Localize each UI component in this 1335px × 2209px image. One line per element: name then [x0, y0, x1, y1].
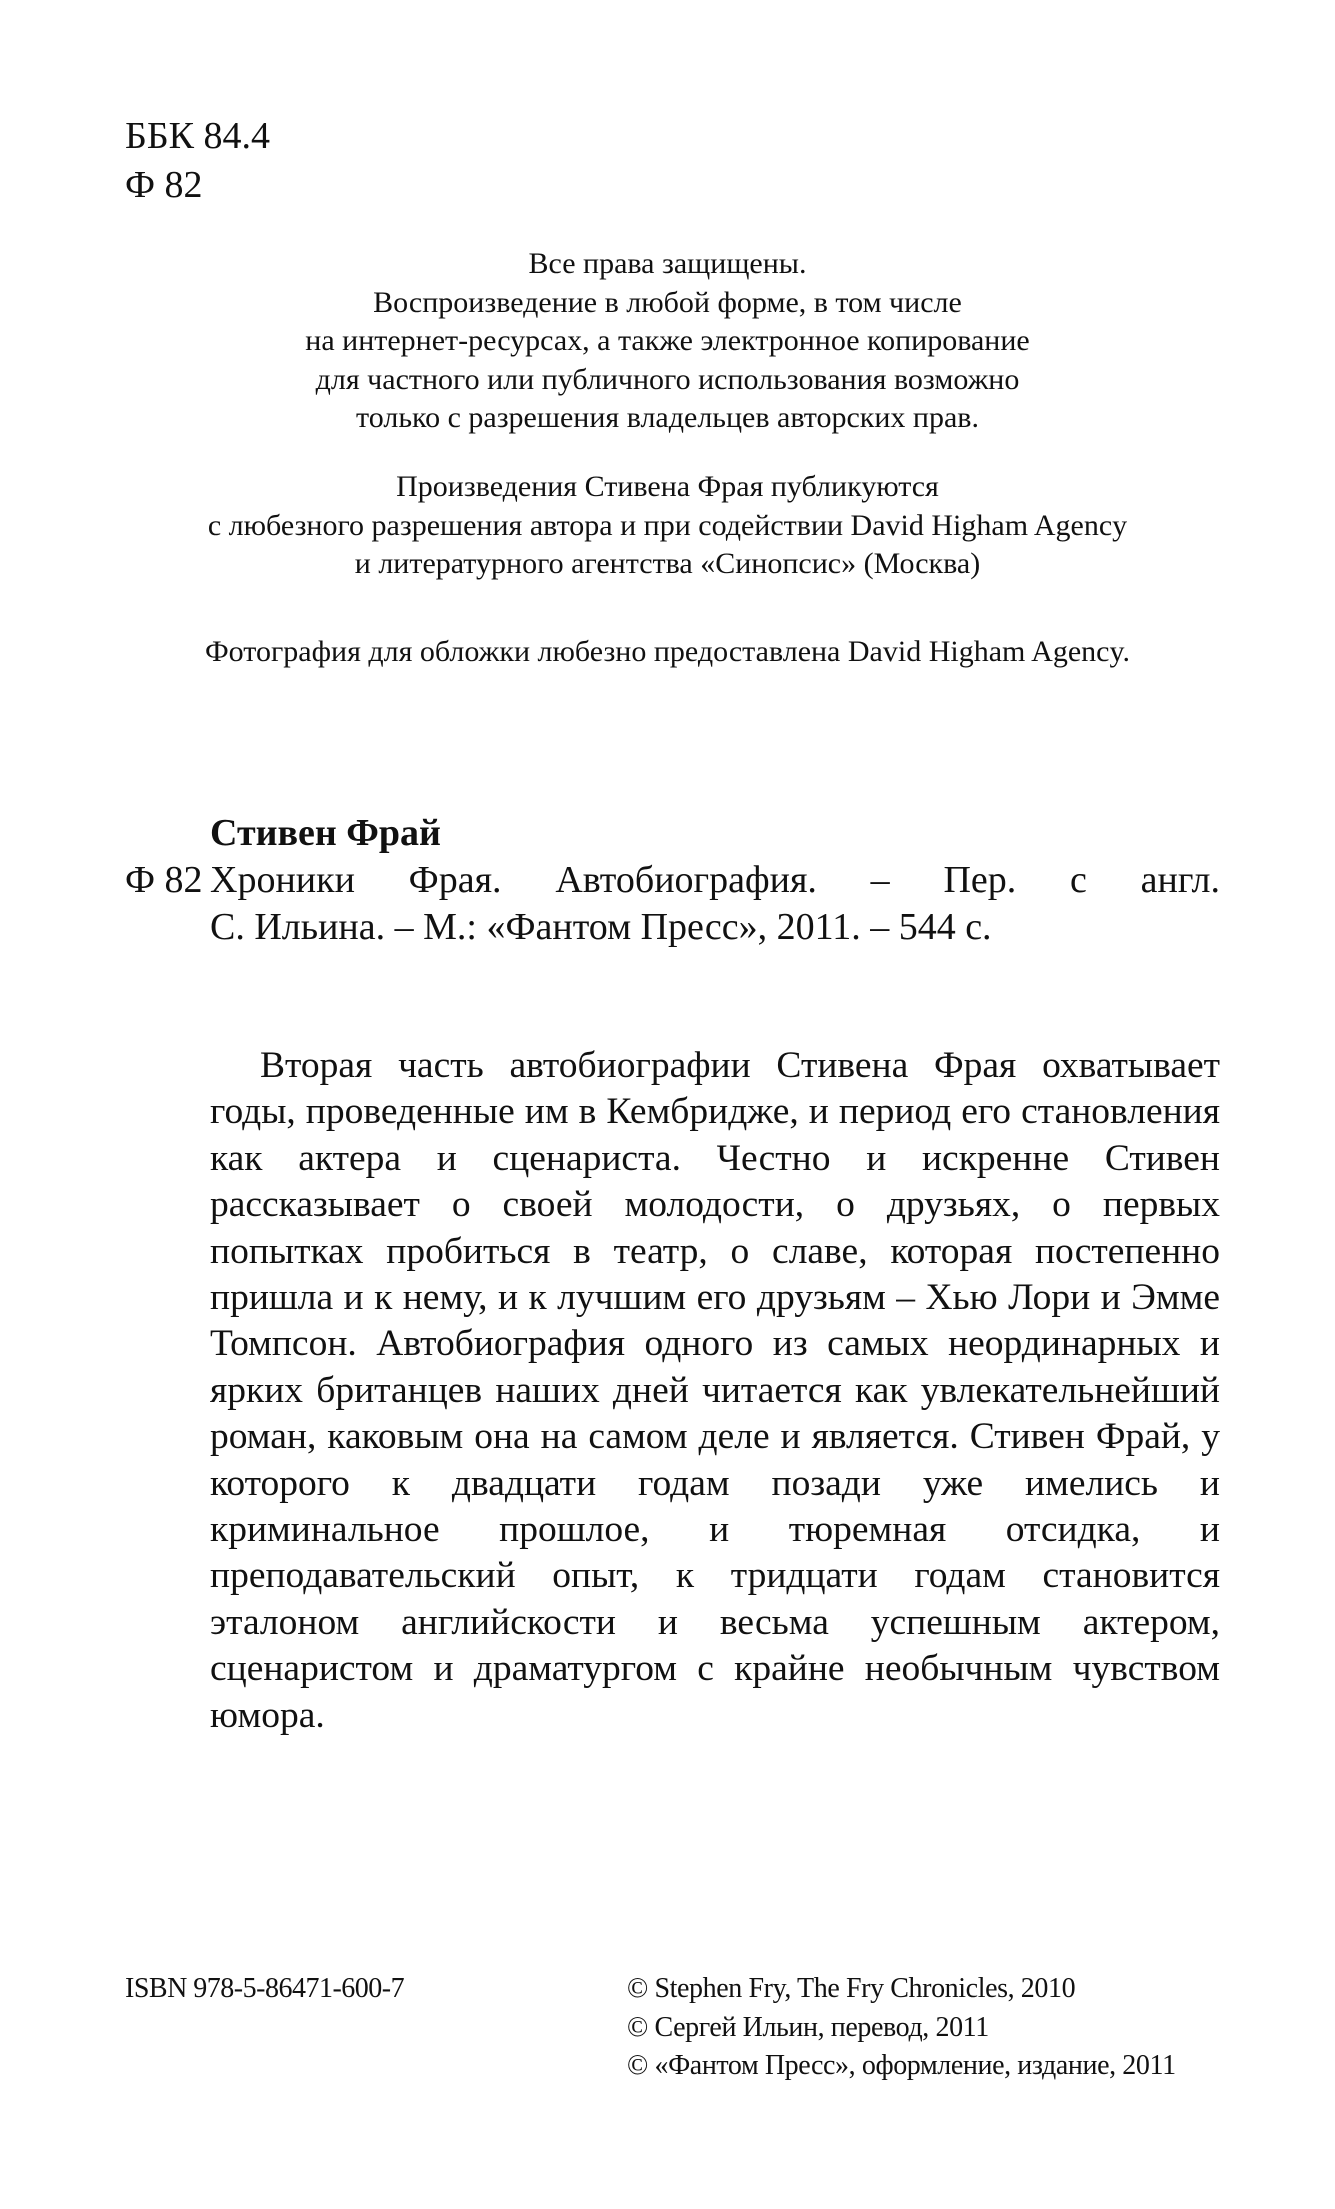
- permission-line: Произведения Стивена Фрая публикуются: [396, 470, 939, 503]
- cover-photo-credit: [100, 633, 1235, 672]
- catalog-title-line: Хроники Фрая. Автобиография. – Пер. с англ.: [210, 859, 1220, 901]
- catalog-text: [210, 857, 1220, 951]
- copyright-line: © Сергей Ильин, перевод, 2011: [627, 2011, 989, 2043]
- classification-block: [125, 112, 270, 210]
- permission-line: с любезного разрешения автора и при содействии David Higham Agency: [207, 508, 1128, 542]
- publication-permission-notice: [100, 468, 1235, 584]
- isbn-number: ISBN 978-5-86471-600-7: [125, 1973, 405, 2004]
- photo-credit-line: Фотография для обложки любезно предоставлена David Higham Agency.: [204, 635, 1131, 668]
- copyright-notices: [627, 1970, 1220, 2086]
- rights-line: Все права защищены.: [528, 247, 807, 280]
- book-annotation: [210, 1043, 1220, 1739]
- bbk-code: ББК 84.4: [125, 115, 270, 157]
- rights-reserved-notice: [100, 245, 1235, 438]
- catalog-index-code: Ф 82: [125, 859, 203, 901]
- catalog-entry: [125, 810, 1220, 951]
- rights-line: для частного или публичного использования возможно: [315, 362, 1020, 396]
- annotation-paragraph: Вторая часть автобиографии Стивена Фрая охватывает годы, проведенные им в Кембридже, и период его становления как актера и сценариста. Честно и искренне Стивен рассказывает о своей молодости, о друзьях, о первых попытках пробиться в театр, о славе, которая постепенно пришла и к нему, и к лучшим его друзьям – Хью Лори и Эмме Томпсон. Автобиография одного из самых неординарных и ярких британцев наших дней читается как увлекательнейший роман, каковым она на самом деле и является. Стивен Фрай, у которого к двадцати годам позади уже имелись и криминальное прошлое, и тюремная отсидка, и преподавательский опыт, к тридцати годам становится эталоном английскости и весьма успешным актером, сценаристом и драматургом с крайне необычным чувством юмора.: [210, 1045, 1220, 1736]
- permission-line: и литературного агентства «Синопсис» (Москва): [354, 547, 981, 580]
- copyright-line: © Stephen Fry, The Fry Chronicles, 2010: [627, 1973, 1076, 2004]
- rights-line: Воспроизведение в любой форме, в том числе: [373, 285, 962, 319]
- catalog-description: [125, 857, 1220, 951]
- catalog-author: Стивен Фрай: [210, 812, 441, 854]
- author-index-code: Ф 82: [125, 164, 203, 206]
- copyright-line: © «Фантом Пресс», оформление, издание, 2011: [627, 2050, 1176, 2081]
- rights-line: только с разрешения владельцев авторских прав.: [356, 401, 979, 434]
- rights-line: на интернет-ресурсах, а также электронное копирование: [305, 324, 1030, 357]
- catalog-imprint-line: С. Ильина. – М.: «Фантом Пресс», 2011. – 544 с.: [210, 906, 992, 948]
